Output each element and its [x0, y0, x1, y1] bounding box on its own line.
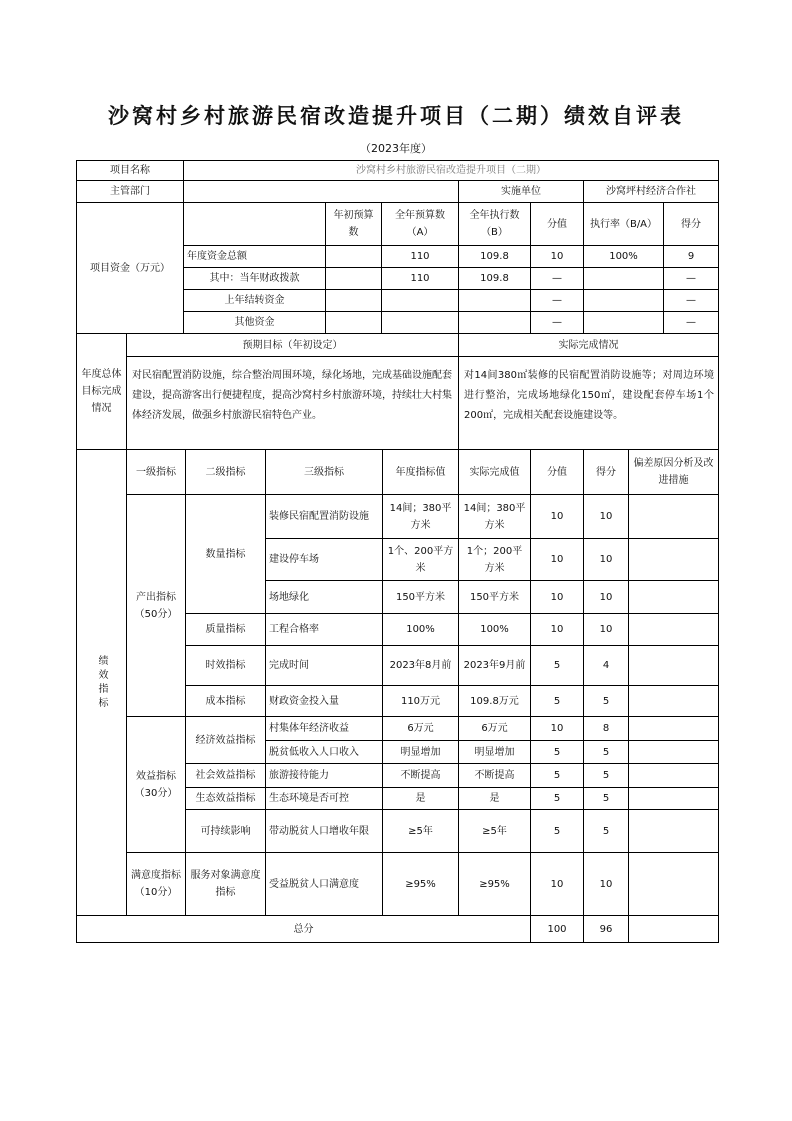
indicator-value: 10: [550, 878, 564, 890]
performance-indicators-label: 绩效指标: [96, 654, 107, 711]
funds-row-name: 其中：当年财政拨款: [209, 273, 300, 284]
grid-line: [628, 494, 629, 539]
indicator-actual: 100%: [480, 624, 509, 635]
indicator-name: 旅游接待能力: [269, 770, 329, 781]
level2-indicator: 质量指标: [205, 624, 246, 635]
indicator-score: 10: [599, 554, 613, 565]
level2-indicator: 服务对象满意度指标: [190, 870, 261, 898]
impl-value: 沙窝坪村经济合作社: [606, 186, 696, 197]
indicator-actual: 150平方米: [469, 591, 520, 603]
indicator-header: 一级指标: [136, 466, 176, 478]
document-year: （2023年度）: [360, 142, 432, 155]
funds-col-header: 分值: [547, 218, 567, 230]
grid-line: [718, 160, 719, 943]
funds-row-score: 9: [687, 251, 695, 262]
funds-row-score_value: —: [552, 273, 562, 284]
funds-col-header: 全年预算数（A）: [395, 210, 445, 238]
funds-col-header: 执行率（B/A）: [589, 218, 658, 230]
indicator-target: 110万元: [400, 695, 441, 707]
indicator-score: 10: [599, 624, 613, 635]
indicator-name: 村集体年经济收益: [269, 723, 349, 734]
grid-line: [628, 613, 629, 646]
indicator-header: 偏差原因分析及改进措施: [633, 458, 714, 486]
funds-row-rate: [584, 312, 663, 333]
funds-row-score_value: —: [552, 317, 562, 328]
indicator-actual: 是: [489, 793, 500, 804]
indicator-name: 生态环境是否可控: [269, 793, 349, 804]
funds-row-name: 年度资金总额: [187, 251, 247, 262]
indicator-value: 10: [550, 554, 564, 565]
funds-row-score: —: [686, 273, 696, 284]
indicator-score: 5: [602, 825, 610, 837]
level1-indicator: 效益指标（30分）: [134, 770, 178, 799]
indicator-value: 5: [553, 793, 561, 804]
indicator-actual: ≥5年: [482, 825, 507, 837]
funds-row-score: —: [686, 317, 696, 328]
indicator-value: 5: [553, 825, 561, 837]
funds-label: 项目资金（万元）: [90, 262, 170, 274]
funds-row-score_value: 10: [550, 251, 564, 262]
indicator-name: 完成时间: [269, 660, 309, 671]
funds-row-budget: 110: [410, 251, 430, 262]
funds-row-rate: 100%: [609, 251, 638, 262]
indicator-name: 脱贫低收入人口收入: [269, 746, 359, 758]
funds-row-initial: [326, 268, 381, 289]
project-name-label: 项目名称: [110, 165, 150, 176]
indicator-name: 工程合格率: [269, 624, 319, 635]
grid-line: [628, 716, 629, 741]
indicator-header: 二级指标: [205, 466, 246, 478]
funds-row-score: —: [686, 295, 696, 306]
indicator-value: 10: [550, 624, 564, 635]
funds-row-budget: [382, 312, 458, 333]
funds-row-budget: [382, 290, 458, 311]
indicator-actual: 不断提高: [474, 770, 515, 781]
planned-goal-label: 预期目标（年初设定）: [242, 339, 343, 351]
grid-line: [628, 809, 629, 853]
indicator-score: 8: [602, 723, 610, 734]
indicator-value: 10: [550, 591, 564, 603]
indicator-target: 2023年8月前: [389, 660, 452, 671]
indicator-actual: 6万元: [481, 723, 508, 734]
indicator-actual: 109.8万元: [470, 695, 519, 707]
level2-indicator: 社会效益指标: [195, 770, 256, 781]
funds-row-exec: 109.8: [480, 251, 509, 262]
grid-line: [126, 356, 719, 357]
grid-line: [628, 740, 629, 764]
grid-line: [628, 915, 629, 943]
total-score: 96: [599, 923, 613, 935]
funds-row-exec: [459, 290, 530, 311]
grid-line: [628, 645, 629, 686]
indicator-name: 建设停车场: [269, 554, 319, 565]
indicator-target: 150平方米: [395, 591, 446, 603]
level1-indicator: 满意度指标（10分）: [131, 870, 181, 898]
indicator-value: 10: [550, 511, 564, 522]
impl-label: 实施单位: [501, 186, 541, 197]
planned-goal-text: 对民宿配置消防设施，综合整治周围环境，绿化场地，完成基础设施配套建设，提高游客出行便捷程度，提高沙窝村乡村旅游环境，持续壮大村集体经济发展，做强乡村旅游民宿特色产业。: [132, 370, 452, 421]
level2-indicator: 成本指标: [205, 695, 246, 707]
funds-row-budget: 110: [410, 273, 430, 284]
indicator-target: 是: [415, 793, 426, 804]
indicator-value: 5: [553, 770, 561, 781]
indicator-score: 10: [599, 878, 613, 890]
indicator-target: 100%: [406, 624, 435, 635]
indicator-score: 4: [602, 660, 610, 671]
grid-line: [628, 787, 629, 810]
project-name-value: 沙窝村乡村旅游民宿改造提升项目（二期）: [356, 165, 546, 176]
funds-row-rate: [584, 290, 663, 311]
grid-line: [628, 685, 629, 717]
funds-col-header: 年初预算数: [333, 210, 374, 238]
indicator-value: 5: [553, 695, 561, 707]
indicator-name: 财政资金投入量: [269, 695, 339, 707]
grid-line: [628, 580, 629, 614]
indicator-header: 实际完成值: [469, 466, 520, 478]
funds-row-name: 上年结转资金: [224, 295, 285, 306]
indicator-score: 5: [602, 793, 610, 804]
goals-label: 年度总体目标完成情况: [81, 369, 122, 414]
indicator-header: 分值: [547, 466, 567, 478]
indicator-actual: 明显增加: [474, 746, 515, 758]
indicator-name: 场地绿化: [269, 591, 309, 603]
indicator-value: 5: [553, 746, 561, 758]
funds-col-header: 全年执行数（B）: [469, 210, 520, 238]
indicator-score: 5: [602, 746, 610, 758]
indicator-actual: 14间；380平方米: [463, 502, 526, 531]
level2-indicator: 生态效益指标: [195, 793, 256, 804]
indicator-target: ≥95%: [405, 878, 436, 890]
indicator-score: 5: [602, 695, 610, 707]
actual-result-text: 对14间380㎡装修的民宿配置消防设施等；对周边环境进行整治，完成场地绿化150㎡，建设配套停车场1个200㎡，完成相关配套设施建设等。: [464, 370, 714, 421]
indicator-header: 三级指标: [304, 466, 344, 478]
grid-line: [628, 538, 629, 581]
level2-indicator: 经济效益指标: [195, 734, 256, 746]
grid-line: [628, 852, 629, 916]
level2-indicator: 可持续影响: [200, 825, 251, 837]
indicator-target: 14间；380平方米: [389, 502, 452, 531]
indicator-header: 得分: [596, 466, 616, 478]
indicator-target: ≥5年: [408, 825, 433, 837]
funds-row-initial: [326, 246, 381, 267]
funds-row-initial: [326, 312, 381, 333]
funds-row-score_value: —: [552, 295, 562, 306]
indicator-score: 5: [602, 770, 610, 781]
indicator-actual: 2023年9月前: [463, 660, 526, 671]
level1-indicator: 产出指标（50分）: [134, 591, 178, 620]
indicator-name: 受益脱贫人口满意度: [269, 878, 359, 890]
funds-row-initial: [326, 290, 381, 311]
funds-col-header: 得分: [681, 218, 701, 230]
total-value: 100: [547, 923, 567, 935]
indicator-value: 5: [553, 660, 561, 671]
dept-value: [184, 181, 458, 202]
level2-indicator: 数量指标: [205, 548, 246, 560]
funds-row-name: 其他资金: [234, 317, 275, 328]
indicator-target: 不断提高: [400, 770, 441, 781]
indicator-actual: 1个；200平方米: [466, 545, 523, 574]
indicator-value: 10: [550, 723, 564, 734]
grid-line: [76, 942, 719, 943]
indicator-score: 10: [599, 591, 613, 603]
total-label: 总分: [293, 923, 314, 935]
dept-label: 主管部门: [110, 186, 150, 197]
grid-line: [628, 763, 629, 788]
document-title: 沙窝村乡村旅游民宿改造提升项目（二期）绩效自评表: [108, 103, 684, 128]
funds-row-exec: 109.8: [480, 273, 509, 284]
funds-row-rate: [584, 268, 663, 289]
indicator-actual: ≥95%: [479, 878, 510, 890]
level2-indicator: 时效指标: [205, 660, 246, 671]
actual-result-label: 实际完成情况: [558, 339, 619, 351]
indicator-name: 带动脱贫人口增收年限: [269, 825, 369, 837]
indicator-score: 10: [599, 511, 613, 522]
indicator-target: 1个、200平方米: [387, 545, 454, 574]
indicator-target: 明显增加: [400, 746, 441, 758]
funds-row-exec: [459, 312, 530, 333]
indicator-target: 6万元: [407, 723, 434, 734]
indicator-name: 装修民宿配置消防设施: [269, 511, 369, 522]
indicator-header: 年度指标值: [395, 466, 446, 478]
